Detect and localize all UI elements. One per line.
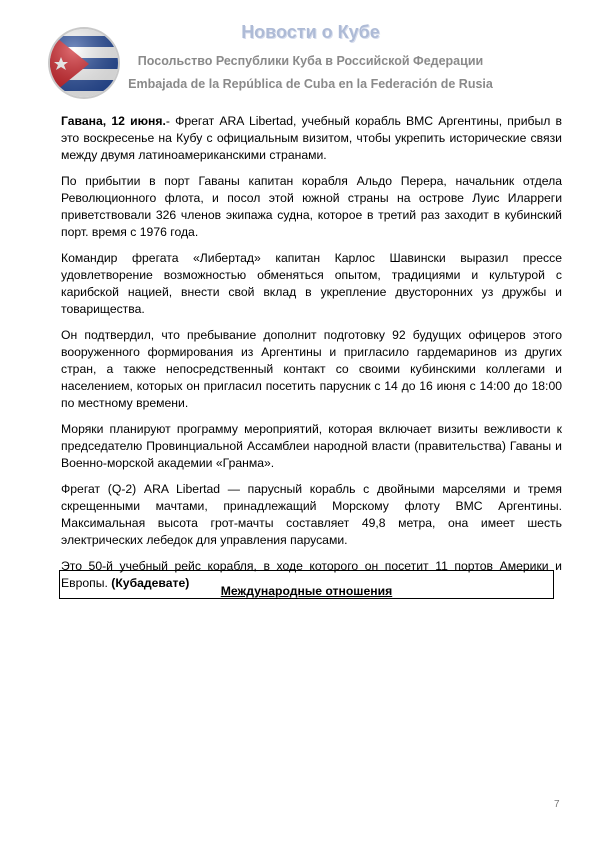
newsletter-title: Новости о Кубе bbox=[241, 22, 380, 42]
article-paragraph: Гавана, 12 июня.- Фрегат ARA Libertad, учебный корабль ВМС Аргентины, прибыл в это воскресенье на Кубу с официальным визитом, чтобы укрепить исторические связи между двумя латиноамериканскими странами. bbox=[61, 114, 563, 162]
article-paragraph: Моряки планируют программу мероприятий, которая включает визиты вежливости к председателю Провинциальной Ассамблеи народной власти (правительства) Гаваны и Военно-морской академии «Гранма». bbox=[61, 422, 562, 470]
embassy-name-russian: Посольство Республики Куба в Российской Федерации bbox=[137, 54, 484, 68]
section-heading: Международные отношения bbox=[220, 584, 393, 598]
embassy-name-spanish: Embajada de la República de Cuba en la Federación de Rusia bbox=[128, 77, 493, 91]
article-paragraph: По прибытии в порт Гаваны капитан корабля Альдо Перера, начальник отдела Революционного флота, и посол этой южной страны на острове Луис Иларреги приветствовали 326 членов экипажа судна, которое в третий раз заходит в кубинский порт. время с 1976 года. bbox=[61, 174, 562, 239]
article-paragraph: Командир фрегата «Либертад» капитан Карлос Шавински выразил прессе удовлетворение возможностью обменяться опытом, традициями и культурой с карибской нацией, внести свой вклад в укрепление двусторонних уз дружбы и товарищества. bbox=[61, 251, 562, 316]
article-paragraph: Это 50-й учебный рейс корабля, в ходе которого он посетит 11 портов Америки и Европы. (Кубадевате) bbox=[61, 559, 562, 590]
source-label: (Кубадевате) bbox=[111, 576, 190, 590]
article-body bbox=[61, 113, 562, 601]
section-heading-box bbox=[59, 570, 554, 599]
dateline: Гавана, 12 июня. bbox=[61, 114, 166, 128]
article-paragraph: Он подтвердил, что пребывание дополнит подготовку 92 будущих офицеров этого вооруженного формирования из Аргентины и пригласило гардемаринов из других стран, а также непосредственный контакт со своими кубинскими коллегами и населением, которых он пригласил посетить парусник с 14 до 16 июня с 14:00 до 18:00 по местному времени. bbox=[61, 328, 562, 410]
page-header bbox=[0, 0, 605, 100]
article-paragraph: Фрегат (Q-2) ARA Libertad — парусный корабль с двойными марселями и тремя скрещенными мачтами, принадлежащий Морскому флоту ВМС Аргентины. Максимальная высота грот-мачты составляет 49,8 метра, она имеет шесть электрических лебедок для управления парусами. bbox=[61, 482, 562, 547]
page-number: 7 bbox=[554, 799, 560, 810]
